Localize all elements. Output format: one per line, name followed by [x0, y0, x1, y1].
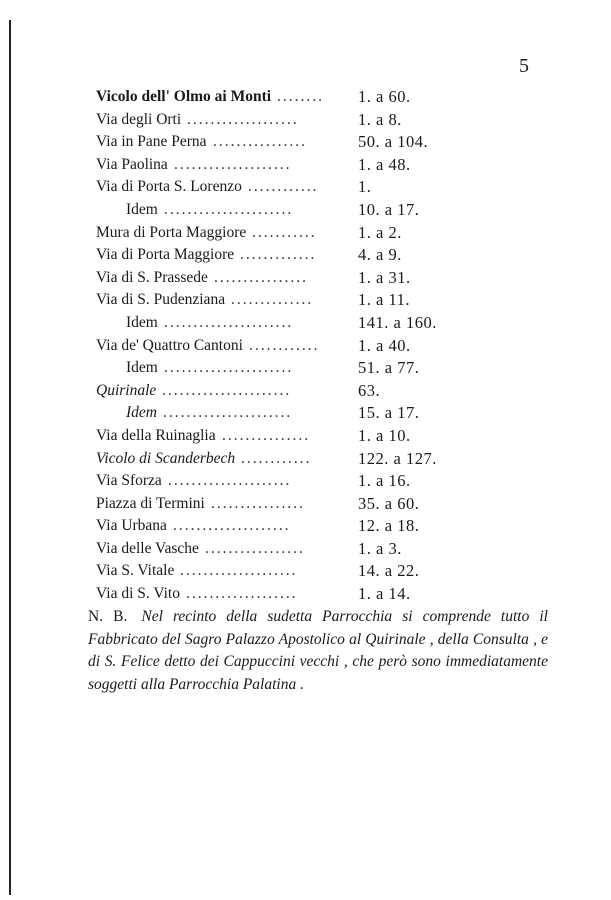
- street-entry: [96, 493, 476, 516]
- leader-dots: .................: [205, 539, 305, 557]
- street-entry: [96, 267, 476, 290]
- street-name: Idem: [126, 359, 158, 377]
- page-edge-rule: [9, 20, 11, 895]
- street-name: Idem: [126, 200, 158, 218]
- street-name: Quirinale: [96, 381, 157, 399]
- leader-dots: ......................: [164, 313, 294, 331]
- street-entry: [96, 109, 476, 132]
- street-name: Idem: [126, 404, 157, 422]
- leader-dots: ............: [249, 336, 320, 354]
- house-number-range: 1. a 2.: [358, 222, 402, 242]
- house-number-range: 4. a 9.: [358, 245, 402, 265]
- street-name: Via Urbana: [96, 517, 167, 535]
- street-name: Via di Porta S. Lorenzo: [96, 178, 242, 196]
- street-name: Piazza di Termini: [96, 494, 205, 512]
- street-name: Mura di Porta Maggiore: [96, 223, 247, 241]
- house-number-range: 51. a 77.: [358, 358, 420, 378]
- house-number-range: 141. a 160.: [358, 312, 437, 332]
- leader-dots: ...................: [186, 585, 298, 603]
- house-number-range: 50. a 104.: [358, 132, 429, 152]
- leader-dots: ............: [248, 178, 319, 196]
- leader-dots: ........: [277, 88, 324, 105]
- leader-dots: ............: [241, 449, 312, 467]
- street-name: Via Paolina: [96, 155, 168, 173]
- street-entry: [96, 515, 476, 538]
- house-number-range: 1. a 40.: [358, 335, 411, 355]
- house-number-range: 35. a 60.: [358, 493, 420, 513]
- house-number-range: 122. a 127.: [358, 448, 437, 468]
- leader-dots: ..............: [231, 291, 314, 309]
- house-number-range: 12. a 18.: [358, 516, 420, 536]
- street-entry: [96, 380, 476, 403]
- street-name: Via di S. Prassede: [96, 268, 208, 286]
- street-name: Via S. Vitale: [96, 562, 175, 580]
- leader-dots: .....................: [168, 472, 292, 490]
- street-name: Via delle Vasche: [96, 539, 199, 557]
- house-number-range: 1. a 10.: [358, 425, 411, 445]
- street-entry: [96, 244, 476, 267]
- house-number-range: 1. a 14.: [358, 584, 411, 604]
- street-name: Vicolo di Scanderbech: [96, 449, 236, 467]
- leader-dots: ...............: [222, 426, 311, 444]
- street-name: Via in Pane Perna: [96, 133, 207, 151]
- street-entry: [96, 199, 476, 222]
- leader-dots: ....................: [173, 517, 291, 535]
- street-entry: [96, 470, 476, 493]
- street-name: Via di Porta Maggiore: [96, 246, 235, 264]
- street-name: Via della Ruinaglia: [96, 426, 216, 444]
- house-number-range: 1. a 3.: [358, 538, 402, 558]
- leader-dots: ....................: [174, 155, 292, 173]
- street-entry: [96, 448, 476, 471]
- street-entry: [96, 425, 476, 448]
- leader-dots: ...........: [252, 223, 317, 241]
- leader-dots: ......................: [164, 200, 294, 218]
- street-entry: [96, 86, 476, 109]
- leader-dots: ................: [211, 494, 305, 512]
- house-number-range: 1. a 48.: [358, 154, 411, 174]
- page-number: 5: [519, 55, 529, 77]
- street-entry: [96, 402, 476, 425]
- leader-dots: .............: [240, 246, 317, 264]
- street-name: Via di S. Pudenziana: [96, 291, 226, 309]
- house-number-range: 14. a 22.: [358, 561, 420, 581]
- leader-dots: ......................: [162, 381, 292, 399]
- street-entry: [96, 538, 476, 561]
- street-entry: [96, 289, 476, 312]
- house-number-range: 1.: [358, 177, 372, 197]
- street-entry: [96, 357, 476, 380]
- street-entry: [96, 312, 476, 335]
- street-name: Via Sforza: [96, 472, 162, 490]
- house-number-range: 1. a 60.: [358, 87, 411, 106]
- street-entry: [96, 176, 476, 199]
- leader-dots: ................: [213, 133, 307, 151]
- nota-bene-prefix: N. B.: [88, 608, 128, 625]
- house-number-range: 63.: [358, 380, 381, 400]
- house-number-range: 15. a 17.: [358, 403, 420, 423]
- street-entry: [96, 560, 476, 583]
- street-name: Via di S. Vito: [96, 585, 180, 603]
- nota-bene-paragraph: [88, 606, 548, 696]
- street-name: Via de' Quattro Cantoni: [96, 336, 243, 354]
- street-name: Via degli Orti: [96, 110, 182, 128]
- house-number-range: 10. a 17.: [358, 199, 420, 219]
- street-entry: [96, 335, 476, 358]
- house-number-range: 1. a 16.: [358, 471, 411, 491]
- house-number-range: 1. a 31.: [358, 267, 411, 287]
- leader-dots: ......................: [163, 404, 293, 422]
- street-index-list: [96, 86, 476, 606]
- leader-dots: ....................: [180, 562, 298, 580]
- leader-dots: ...................: [187, 110, 299, 128]
- street-name: Vicolo dell' Olmo ai Monti: [96, 88, 272, 105]
- leader-dots: ......................: [164, 359, 294, 377]
- house-number-range: 1. a 8.: [358, 109, 402, 129]
- street-entry: [96, 222, 476, 245]
- street-entry: [96, 583, 476, 606]
- street-entry: [96, 154, 476, 177]
- house-number-range: 1. a 11.: [358, 290, 410, 310]
- nota-bene-text: Nel recinto della sudetta Parrocchia si comprende tutto il Fabbricato del Sagro Palazzo Apostolico al Quirinale , della Consulta , e di S. Felice detto dei Cappuccini vecchi , che però sono immediatamente soggetti alla Parrocchia Palatina .: [88, 608, 548, 693]
- street-entry: [96, 131, 476, 154]
- leader-dots: ................: [214, 268, 308, 286]
- street-name: Idem: [126, 313, 158, 331]
